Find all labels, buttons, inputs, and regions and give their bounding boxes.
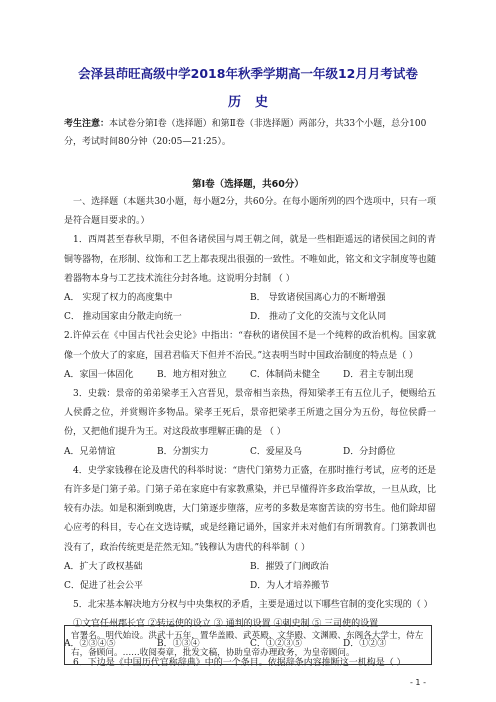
option-d: D．①②③ — [343, 638, 387, 649]
option-b: B．地方相对独立 — [157, 369, 227, 380]
option-a: A． 实现了权力的高度集中 — [64, 293, 173, 304]
questions-body — [64, 193, 436, 673]
instructions: 一、选择题（本题共30小题，每小题2分，共60分。在每小题所列的四个选项中，只有一项是符合题目要求的。） — [64, 197, 436, 227]
question-1-options — [64, 289, 436, 308]
question-5-items: ①文官任州郡长官 ②转运使的设立 ③ 通判的设置 ④刺史制 ⑤ 三司使的设置 — [73, 619, 379, 630]
option-c: C．①②③⑤ — [250, 638, 302, 649]
question-4-stem: 4．史学家钱穆在论及唐代的科举时说：“唐代门第势力正盛，在那时推行考试，应考的还是有许多是门第子弟。门第子弟在家庭中有家教熏染，并已早懂得许多政治掌故，一旦从政，比较有办法。如是积渐到晚唐，大门第逐步堕落，应考的多数是寒窗苦读的穷书生。他们除却留心应考的科目，专心在文选诗赋，或是经籍记诵外，国家并未对他们有所谓教育。门第教训也没有了，政治传统更是茫然无知。”钱穆认为唐代的科举制（ ） — [64, 465, 436, 553]
question-1-options-2 — [64, 308, 436, 327]
question-3-options — [64, 443, 436, 462]
option-a: A．扩大了政权基础 — [64, 561, 143, 572]
option-d: D．君主专制出现 — [343, 369, 414, 380]
exam-notice — [64, 115, 434, 151]
subject-heading: 历史 — [227, 95, 282, 110]
question-2-stem: 2.许倬云在《中国古代社会史论》中指出：“春秋的诸侯国不是一个纯粹的政治机构。国家就像一个放大了的家庭，国君君临天下但并不治民。”这表明当时中国政治制度的特点是（ ） — [64, 331, 436, 361]
page-number: - 1 - — [410, 678, 426, 687]
dictionary-entry-box: 官署名。明代始设。洪武十五年，置华盖殿、武英殿、文华殿、文渊殿、东阁各大学士，侍左右，备顾问。……收阅奏章，批发文稿，协助皇帝办理政务，为皇帝顾问。 — [64, 625, 432, 665]
question-1-stem: 1．西周甚至春秋早期，不但各诸侯国与周王朝之间，就是一些相距遥远的诸侯国之间的青铜等器物，在形制、纹饰和工艺上都表现出很强的一致性。不唯如此，铭文和文字制度等也随着器物本身与工艺技术流往分封各地。这说明分封制 （ ） — [64, 235, 436, 284]
section-title: 第Ⅰ卷（选择题，共60分） — [192, 179, 304, 190]
question-6-stem: 6．下边是《中国历代官称辞典》中的一个条目。依据辞条内容推断这一机构是（ ） — [73, 657, 406, 668]
option-b: B． 导致诸侯国离心力的不断增强 — [250, 293, 386, 304]
option-d: D．分封爵位 — [343, 446, 396, 457]
option-a: A．家国一体固化 — [64, 369, 134, 380]
option-a: A．兄弟情谊 — [64, 446, 116, 457]
option-c: C．爱屋及乌 — [250, 446, 302, 457]
question-4-options-2 — [64, 577, 436, 596]
question-4-options — [64, 558, 436, 577]
notice-label: 考生注意： — [64, 119, 110, 129]
question-3-stem: 3．史载：景帝的弟弟梁孝王入宫晋见，景帝相当亲热，得知梁孝王有五位儿子，便赐给五人侯爵之位，并赏赐许多物品。梁孝王死后，景帝把梁孝王所遗之国分为五份，每位侯爵一份，又把他们提升为王。对这段故事理解正确的是 （ ） — [64, 389, 436, 438]
exam-title: 会泽县茚旺高级中学2018年秋季学期高一年级12月月考试卷 — [78, 66, 418, 81]
option-d: D． 推动了文化的交流与文化认同 — [250, 312, 387, 323]
option-b: B．分割实力 — [157, 446, 209, 457]
option-c: C．促进了社会公平 — [64, 581, 143, 592]
question-5-stem: 5．北宋基本解决地方分权与中央集权的矛盾，主要是通过以下哪些官制的变化实现的（ ） — [73, 600, 433, 611]
option-c: C． 推动国家由分散走向统一 — [64, 312, 182, 323]
option-c: C．体制尚未健全 — [250, 369, 320, 380]
option-b: B．摧毁了门阀政治 — [250, 561, 329, 572]
option-b: B．①③④ — [157, 638, 200, 649]
notice-text: 本试卷分第Ⅰ卷（选择题）和第Ⅱ卷（非选择题）两部分，共33个小题，总分100分，考试时间80分钟（20:05—21:25）。 — [64, 119, 427, 147]
option-a: A．②③④⑤ — [64, 638, 116, 649]
option-d: D．为人才培养搬节 — [250, 581, 330, 592]
question-2-options — [64, 366, 436, 385]
